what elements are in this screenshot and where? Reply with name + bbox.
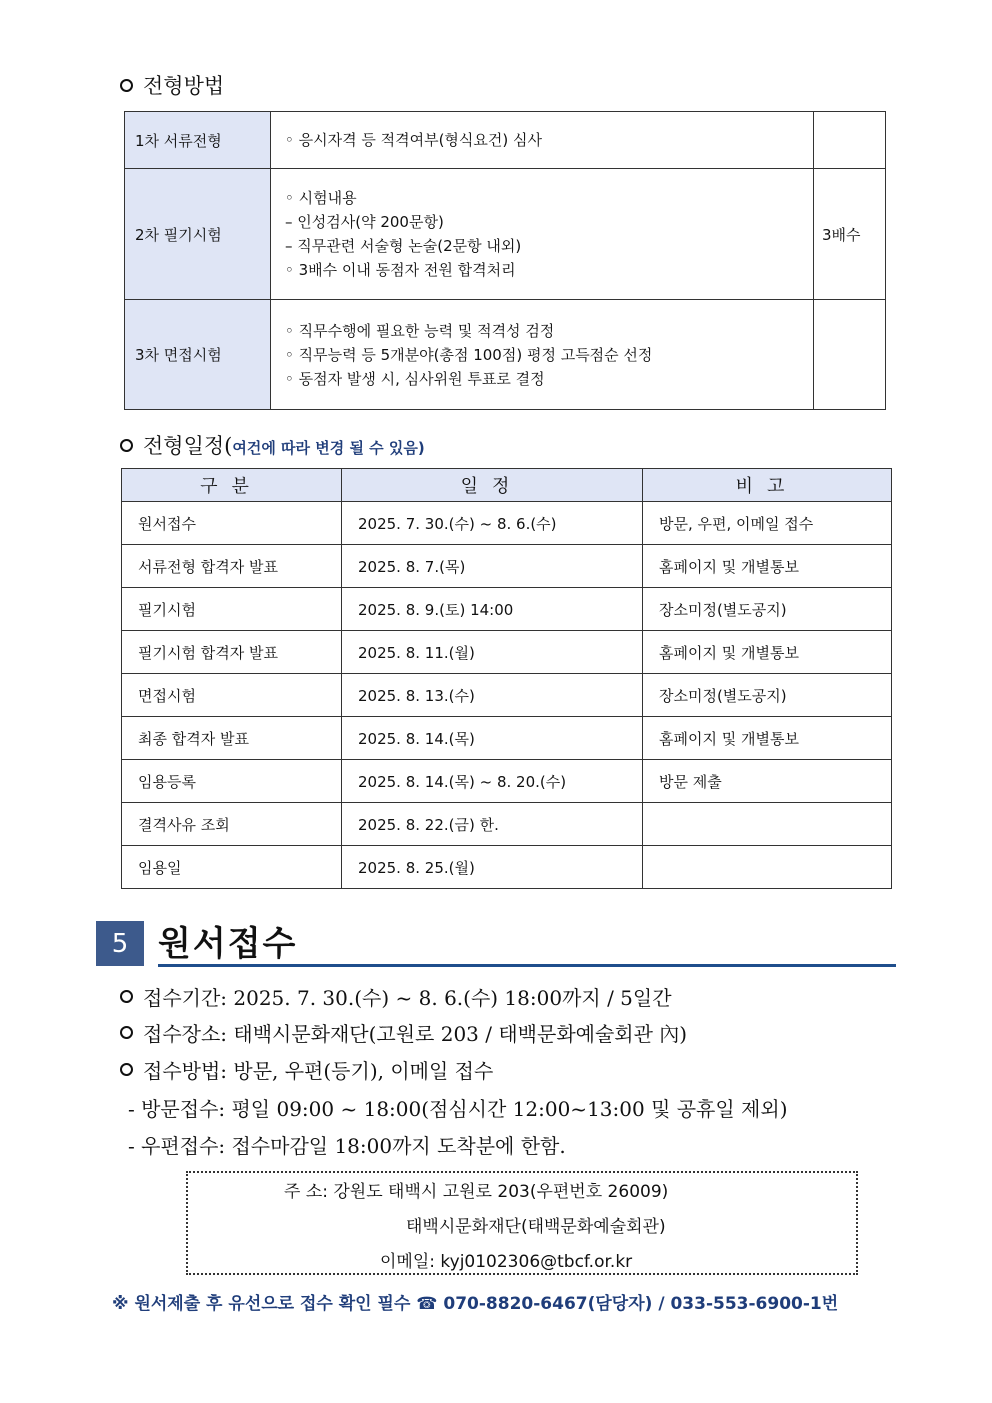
list-item bbox=[120, 982, 672, 1011]
address-box bbox=[186, 1171, 858, 1275]
schedule-date: 2025. 8. 14.(목) ~ 8. 20.(수) bbox=[342, 760, 643, 803]
desc-line: ◦ 응시자격 등 적격여부(형식요건) 심사 bbox=[285, 131, 542, 149]
desc-line: ◦ 시험내용 bbox=[285, 189, 357, 207]
list-item bbox=[128, 1130, 566, 1159]
desc-line: – 직무관련 서술형 논술(2문항 내외) bbox=[285, 237, 522, 255]
table-row bbox=[122, 674, 892, 717]
visit-text: - 방문접수: 평일 09:00 ~ 18:00(점심시간 12:00~13:00 및 공휴일 제외) bbox=[128, 1097, 788, 1121]
table-header-row bbox=[122, 469, 892, 502]
stage-description bbox=[271, 169, 814, 300]
schedule-remark: 장소미정(별도공지) bbox=[643, 588, 892, 631]
method-text: 접수방법: 방문, 우편(등기), 이메일 접수 bbox=[143, 1059, 494, 1083]
schedule-remark: 홈페이지 및 개별통보 bbox=[643, 545, 892, 588]
section-underline bbox=[158, 964, 896, 967]
mail-text: - 우편접수: 접수마감일 18:00까지 도착분에 한함. bbox=[128, 1134, 566, 1158]
schedule-remark bbox=[643, 803, 892, 846]
table-row bbox=[125, 112, 886, 169]
desc-line: ◦ 직무능력 등 5개분야(총점 100점) 평정 고득점순 선정 bbox=[285, 345, 653, 364]
schedule-heading-text: 전형일정( bbox=[143, 434, 233, 458]
table-row bbox=[122, 803, 892, 846]
schedule-category: 원서접수 bbox=[122, 502, 342, 545]
method-heading-text: 전형방법 bbox=[143, 74, 225, 98]
schedule-category: 임용일 bbox=[122, 846, 342, 889]
table-row bbox=[122, 631, 892, 674]
schedule-remark: 홈페이지 및 개별통보 bbox=[643, 717, 892, 760]
schedule-heading-wrap bbox=[143, 430, 425, 460]
schedule-category: 필기시험 합격자 발표 bbox=[122, 631, 342, 674]
method-heading bbox=[120, 70, 224, 100]
table-row bbox=[122, 588, 892, 631]
desc-line: – 인성검사(약 200문항) bbox=[285, 213, 444, 231]
circle-bullet-icon bbox=[120, 439, 133, 452]
col-header-category: 구분 bbox=[122, 469, 342, 502]
stage-note bbox=[814, 112, 886, 169]
schedule-category: 서류전형 합격자 발표 bbox=[122, 545, 342, 588]
stage-description bbox=[271, 300, 814, 410]
col-header-date: 일정 bbox=[342, 469, 643, 502]
schedule-category: 면접시험 bbox=[122, 674, 342, 717]
circle-bullet-icon bbox=[120, 1026, 133, 1039]
email-text: 이메일: kyj0102306@tbcf.or.kr bbox=[380, 1252, 633, 1272]
schedule-category: 필기시험 bbox=[122, 588, 342, 631]
schedule-remark: 방문, 우편, 이메일 접수 bbox=[643, 502, 892, 545]
schedule-remark: 장소미정(별도공지) bbox=[643, 674, 892, 717]
contact-note: ※ 원서제출 후 유선으로 접수 확인 필수 ☎ 070-8820-6467(담당자) / 033-553-6900-1번 bbox=[112, 1294, 839, 1314]
schedule-date: 2025. 7. 30.(수) ~ 8. 6.(수) bbox=[342, 502, 643, 545]
desc-line: ◦ 직무수행에 필요한 능력 및 적격성 검정 bbox=[285, 321, 555, 340]
schedule-table bbox=[121, 468, 892, 889]
circle-bullet-icon bbox=[120, 990, 133, 1003]
table-row bbox=[122, 717, 892, 760]
table-row bbox=[122, 760, 892, 803]
schedule-category: 임용등록 bbox=[122, 760, 342, 803]
stage-note: 3배수 bbox=[814, 169, 886, 300]
schedule-body bbox=[122, 502, 892, 889]
schedule-date: 2025. 8. 11.(월) bbox=[342, 631, 643, 674]
section-title: 원서접수 bbox=[158, 924, 298, 964]
stage-note bbox=[814, 300, 886, 410]
schedule-category: 결격사유 조회 bbox=[122, 803, 342, 846]
schedule-category: 최종 합격자 발표 bbox=[122, 717, 342, 760]
schedule-remark: 홈페이지 및 개별통보 bbox=[643, 631, 892, 674]
table-row bbox=[125, 169, 886, 300]
schedule-date: 2025. 8. 25.(월) bbox=[342, 846, 643, 889]
address-line: 주 소: 강원도 태백시 고원로 203(우편번호 26009) bbox=[284, 1182, 669, 1202]
list-item bbox=[120, 1018, 687, 1047]
schedule-date: 2025. 8. 7.(목) bbox=[342, 545, 643, 588]
method-table bbox=[124, 111, 886, 410]
schedule-date: 2025. 8. 14.(목) bbox=[342, 717, 643, 760]
schedule-date: 2025. 8. 9.(토) 14:00 bbox=[342, 588, 643, 631]
schedule-remark bbox=[643, 846, 892, 889]
schedule-heading-note: 여건에 따라 변경 될 수 있음) bbox=[232, 439, 425, 457]
period-text: 접수기간: 2025. 7. 30.(수) ~ 8. 6.(수) 18:00까지 / 5일간 bbox=[143, 986, 672, 1010]
list-item bbox=[120, 1055, 493, 1084]
schedule-heading bbox=[120, 430, 425, 460]
circle-bullet-icon bbox=[120, 79, 133, 92]
address-org: 태백시문화재단(태백문화예술회관) bbox=[406, 1217, 666, 1237]
stage-label: 3차 면접시험 bbox=[125, 300, 271, 410]
table-row bbox=[122, 502, 892, 545]
stage-label: 1차 서류전형 bbox=[125, 112, 271, 169]
schedule-date: 2025. 8. 22.(금) 한. bbox=[342, 803, 643, 846]
section-number-badge: 5 bbox=[96, 921, 144, 966]
table-row bbox=[122, 846, 892, 889]
circle-bullet-icon bbox=[120, 1063, 133, 1076]
desc-line: ◦ 동점자 발생 시, 심사위원 투표로 결정 bbox=[285, 369, 545, 388]
list-item bbox=[128, 1093, 788, 1122]
desc-line: ◦ 3배수 이내 동점자 전원 합격처리 bbox=[285, 261, 516, 279]
place-text: 접수장소: 태백시문화재단(고원로 203 / 태백문화예술회관 內) bbox=[143, 1022, 688, 1046]
stage-description bbox=[271, 112, 814, 169]
schedule-remark: 방문 제출 bbox=[643, 760, 892, 803]
stage-label: 2차 필기시험 bbox=[125, 169, 271, 300]
table-row bbox=[125, 300, 886, 410]
schedule-date: 2025. 8. 13.(수) bbox=[342, 674, 643, 717]
col-header-remarks: 비고 bbox=[643, 469, 892, 502]
table-row bbox=[122, 545, 892, 588]
